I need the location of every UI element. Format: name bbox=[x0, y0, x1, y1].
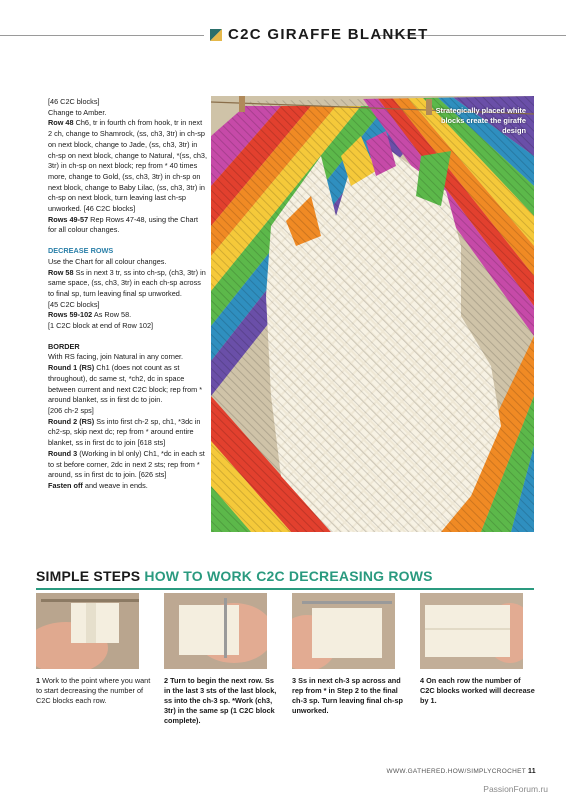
pattern-line: [1 C2C block at end of Row 102] bbox=[48, 321, 154, 331]
pattern-row: Rows 49-57 Rep Rows 47-48, using the Chart for all colour changes. bbox=[48, 214, 199, 235]
pattern-line: [46 C2C blocks] bbox=[48, 97, 100, 106]
photo-caption: Strategically placed white blocks create the giraffe design bbox=[435, 106, 526, 135]
pattern-row: Fasten off and weave in ends. bbox=[48, 480, 148, 490]
step-1-text: 1 Work to the point where you want to start decreasing the number of C2C blocks each row. bbox=[36, 676, 151, 705]
step-1-photo bbox=[36, 593, 139, 669]
steps-rule bbox=[36, 588, 534, 590]
pattern-row: Row 58 Ss in next 3 tr, ss into ch-sp, (ch3, 3tr) in same space, (ss, ch3, 3tr) in each ch-sp across to final sp, turn leaving final sp unworked. bbox=[48, 267, 206, 298]
step-3-text: 3 Ss in next ch-3 sp across and rep from * in Step 2 to the final ch-3 sp. Turn leaving final ch-sp unworked. bbox=[292, 676, 403, 715]
border-heading: BORDER bbox=[48, 341, 80, 351]
header-logo-mark bbox=[210, 29, 222, 41]
pattern-instructions bbox=[48, 97, 208, 492]
pattern-line: [206 ch-2 sps] bbox=[48, 405, 94, 415]
simple-steps-heading: SIMPLE STEPS HOW TO WORK C2C DECREASING ROWS bbox=[36, 568, 433, 584]
step-2-text: 2 Turn to begin the next row. Ss in the last 3 sts of the last block, ss into the ch-3 sp. *Work (ch3, 3tr) in the same sp (1 C2C block complete). bbox=[164, 676, 277, 725]
pattern-row: Round 2 (RS) Ss into first ch-2 sp, ch1, *3dc in ch2-sp, skip next dc; rep from * around entire blanket, ss in first dc to join [618 sts] bbox=[48, 416, 201, 448]
pattern-row: Row 48 Ch6, tr in fourth ch from hook, tr in next 2 ch, change to Shamrock, (ss, ch3, 3tr) in ch-sp on next block, change to Jade, (ss, ch3, 3tr) in ch-sp on next block, change to Natural, *(ss, ch3, 3tr) in ch-sp on next block; rep from * 40 times more, change to Gold, (ss, ch3, 3tr) in ch-sp on next block, change to Baby Lilac, (ss, ch3, 3tr) in ch-sp on next block, turn leaving last ch-sp unworked. [46 C2C blocks] bbox=[48, 118, 207, 214]
page-number: 11 bbox=[528, 768, 536, 775]
pattern-row: Rows 59-102 As Row 58. bbox=[48, 310, 132, 320]
footer-site: WWW.GATHERED.HOW/SIMPLYCROCHET bbox=[386, 768, 526, 775]
pattern-line: With RS facing, join Natural in any corner. bbox=[48, 352, 184, 362]
watermark-text: PassionForum.ru bbox=[483, 784, 548, 794]
step-3-photo bbox=[292, 593, 395, 669]
decrease-rows-heading: DECREASE ROWS bbox=[48, 246, 114, 256]
step-2-photo bbox=[164, 593, 267, 669]
pattern-line: Use the Chart for all colour changes. bbox=[48, 256, 167, 266]
step-4-photo bbox=[420, 593, 523, 669]
pattern-line: [45 C2C blocks] bbox=[48, 299, 100, 309]
header-rule-left bbox=[0, 35, 204, 36]
step-4-text: 4 On each row the number of C2C blocks worked will decrease by 1. bbox=[420, 676, 535, 705]
pattern-row: Round 3 (Working in bl only) Ch1, *dc in each st to st before corner, 2dc in next 2 sts; rep from * around, ss in first dc to join. [626 sts] bbox=[48, 448, 205, 480]
page-section-title: C2C GIRAFFE BLANKET bbox=[228, 26, 429, 43]
pattern-row: Round 1 (RS) Ch1 (does not count as st throughout), dc same st, *ch2, dc in space between current and next C2C block; rep from * around blanket, ss in first dc to join. bbox=[48, 363, 203, 405]
pattern-line: Change to Amber. bbox=[48, 107, 107, 117]
page-footer bbox=[387, 768, 536, 775]
giraffe-blanket-photo bbox=[211, 96, 534, 532]
blanket-illustration bbox=[211, 96, 534, 532]
